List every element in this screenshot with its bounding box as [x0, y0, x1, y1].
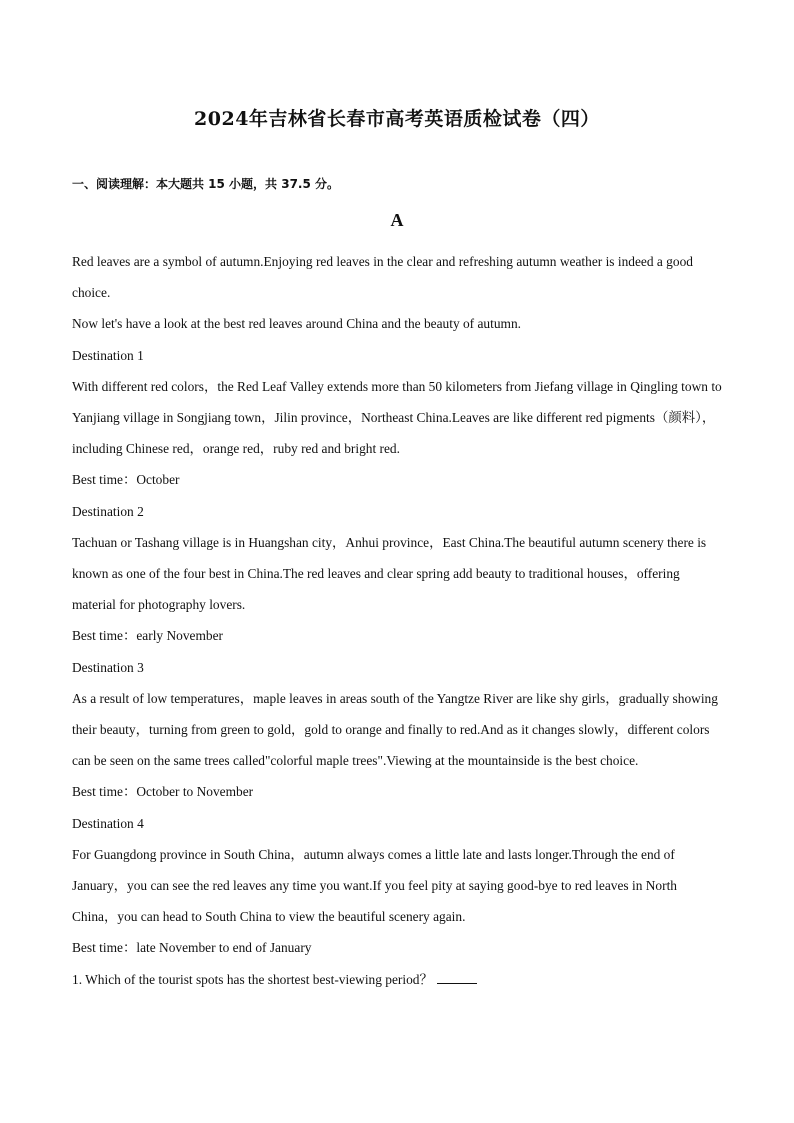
passage	[72, 246, 724, 995]
destination-1-heading: Destination 1	[72, 347, 144, 363]
destination-1-best-time: Best time：October	[72, 472, 180, 488]
question-1	[72, 964, 724, 995]
section-heading: 一、阅读理解：本大题共 15 小题，共 37.5 分。	[72, 177, 340, 191]
destination-3-heading: Destination 3	[72, 659, 144, 675]
destination-3-best-time: Best time：October to November	[72, 784, 254, 800]
destination-4-text: For Guangdong province in South China，autumn always comes a little late and lasts longer.Through the end of January，you can see the red leaves any time you want.If you feel pity at saying good-bye to red leaves in North China，you can head to South China to view the beautiful scenery again.	[72, 846, 677, 925]
destination-4-best-time: Best time：late November to end of January	[72, 940, 312, 956]
destination-4-heading: Destination 4	[72, 815, 144, 831]
exam-title: 2024年吉林省长春市高考英语质检试卷（四）	[194, 108, 600, 130]
answer-blank[interactable]	[437, 971, 477, 984]
question-1-text: 1. Which of the tourist spots has the shortest best-viewing period？	[72, 971, 433, 987]
intro-paragraph-1: Red leaves are a symbol of autumn.Enjoying red leaves in the clear and refreshing autumn weather is indeed a good choice.	[72, 254, 693, 301]
intro-paragraph-2: Now let's have a look at the best red leaves around China and the beauty of autumn.	[72, 316, 522, 332]
destination-3-text: As a result of low temperatures，maple leaves in areas south of the Yangtze River are like shy girls，gradually showing their beauty，turning from green to gold，gold to orange and finally to red.And as it changes slowly，different colors can be seen on the same trees called"colorful maple trees".Viewing at the mountainside is the best choice.	[72, 690, 718, 769]
passage-label: A	[390, 210, 404, 230]
destination-1-text: With different red colors，the Red Leaf Valley extends more than 50 kilometers from Jiefang village in Qingling town to Yanjiang village in Songjiang town，Jilin province，Northeast China.Leaves are like different red pigments（颜料），including Chinese red，orange red，ruby red and bright red.	[72, 378, 722, 457]
destination-2-best-time: Best time：early November	[72, 628, 223, 644]
destination-2-text: Tachuan or Tashang village is in Huangshan city，Anhui province，East China.The beautiful autumn scenery there is known as one of the four best in China.The red leaves and clear spring add beauty to traditional houses，offering material for photography lovers.	[72, 534, 707, 613]
destination-2-heading: Destination 2	[72, 503, 144, 519]
